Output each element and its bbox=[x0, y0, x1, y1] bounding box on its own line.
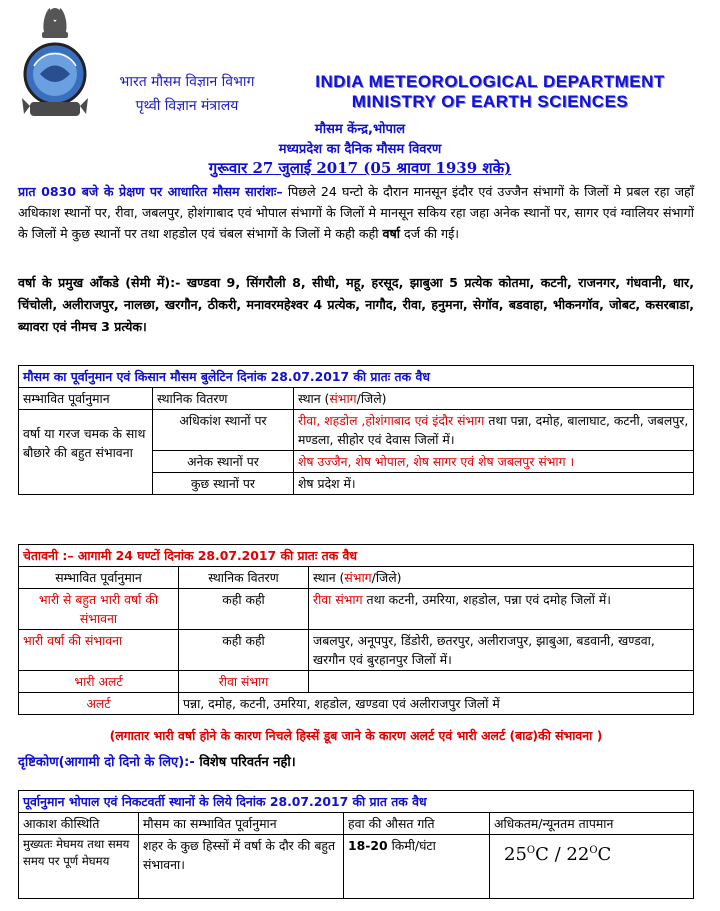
bhopal-col-weather: मौसम का सम्भावित पूर्वानुमान bbox=[139, 813, 344, 835]
warning-col-forecast: सम्भावित पूर्वानुमान bbox=[19, 567, 179, 589]
warning-col-place bbox=[309, 567, 694, 589]
forecast-main-text: वर्षा या गरज चमक के साथ बौछारे की बहुत संभावना bbox=[19, 410, 153, 495]
org-name-english-line2: MINISTRY OF EARTH SCIENCES bbox=[351, 92, 629, 111]
outlook bbox=[18, 752, 694, 770]
warning-row-dist: पन्ना, दमोह, कटनी, उमरिया, शहडोल, खण्डवा एवं अलीराजपुर जिलों में bbox=[179, 693, 694, 715]
flood-note: (लगातार भारी वर्षा होने के कारण निचले हिस्सें डूब जाने के कारण अलर्ट एवं भारी अलर्ट (बाढ)की संभावना ) bbox=[109, 728, 603, 743]
col-place-a: स्थान ( bbox=[313, 570, 345, 585]
report-date: गुरूवार 27 जुलाई 2017 (05 श्रावण 1939 शके) bbox=[208, 159, 512, 177]
wind-value: 18-20 bbox=[348, 838, 388, 853]
org-name-english bbox=[290, 72, 690, 112]
col-place-b: /जिले) bbox=[371, 570, 402, 585]
warning-col-distribution: स्थानिक वितरण bbox=[179, 567, 309, 589]
summary-text-b: दर्ज की गई। bbox=[400, 226, 460, 241]
temp-min-value: 22 bbox=[566, 844, 590, 865]
forecast-row-dist: अनेक स्थानों पर bbox=[153, 451, 294, 473]
centre-title: मौसम केंन्द्र,भोपाल bbox=[314, 122, 406, 137]
degree-sign: O bbox=[526, 845, 536, 856]
temp-unit: C bbox=[597, 844, 612, 865]
temp-max-value: 25 bbox=[504, 844, 527, 865]
forecast-row-dist: अधिकांश स्थानों पर bbox=[153, 410, 294, 451]
weather-summary bbox=[18, 181, 694, 244]
warning-table bbox=[18, 544, 694, 715]
warning-row-dist: कही कही bbox=[179, 589, 309, 630]
temp-max bbox=[504, 844, 549, 865]
forecast-table bbox=[18, 365, 694, 495]
header bbox=[0, 0, 720, 120]
forecast-row-place bbox=[294, 451, 694, 473]
warning-row-dist: कही कही bbox=[179, 630, 309, 671]
report-title: मध्यप्रदेश का दैनिक मौसम विवरण bbox=[278, 142, 442, 157]
bhopal-col-temp: अधिकतम/न्यूनतम तापमान bbox=[490, 813, 694, 835]
warning-table-title: चेतावनी :– आगामी 24 घण्टों दिनांक 28.07.2017 की प्रातः तक वैध bbox=[19, 545, 694, 567]
bhopal-wind bbox=[344, 835, 490, 899]
national-emblem-icon bbox=[20, 2, 90, 128]
forecast-row-place bbox=[294, 410, 694, 451]
warning-row-forecast: अलर्ट bbox=[19, 693, 179, 715]
bhopal-col-wind: हवा की औसत गति bbox=[344, 813, 490, 835]
bhopal-col-sky: आकाश कीस्थिति bbox=[19, 813, 139, 835]
bhopal-sky: मुख्यतः मेघमय तथा समय समय पर पूर्ण मेघमय bbox=[19, 835, 139, 899]
degree-sign: O bbox=[589, 845, 598, 856]
place-text: जबलपुर, अनूपपुर, डिंडोरी, छतरपुर, अलीराजपुर, झाबुआ, बडवानी, खण्डवा, खरगौन एवं बुरहानपुर जिलों में। bbox=[313, 633, 655, 667]
bhopal-table-title: पूर्वानुमान भोपाल एवं निकटवर्ती स्थानों के लिये दिनांक 28.07.2017 की प्रात तक वैध bbox=[19, 791, 694, 813]
warning-row-dist: रीवा संभाग bbox=[179, 671, 309, 693]
bhopal-forecast-table bbox=[18, 790, 694, 899]
temp-unit: C bbox=[535, 844, 549, 865]
summary-lead: प्रात 0830 बजे के प्रेक्षण पर आधारित मौसम सारांशः– bbox=[18, 184, 283, 199]
warning-row-place bbox=[309, 671, 694, 693]
org-name-hindi bbox=[97, 70, 277, 118]
warning-row-forecast: भारी अलर्ट bbox=[19, 671, 179, 693]
warning-row-place bbox=[309, 589, 694, 630]
summary-text-a: पिछले 24 घन्टो के दौरान मानसून इंदौर एवं उज्जैन संभागों के जिलों मे प्रबल रहा जहॉं अधिकाश स्थानों पर, रीवा, जबलपुर, होशंगाबाद एवं भोपाल संभागों के जिलों मे मानसून सकिय रहा जहा अनेक स्थानों पर, सागर एवं ग्वालियर संभागों के जिलों मे कुछ स्थानों पर तथा शहडोल एवं चंबल संभागों के जिलों मे कही कही bbox=[18, 184, 694, 241]
bhopal-weather: शहर के कुछ हिस्सों में वर्षा के दौर की बहुत संभावना। bbox=[139, 835, 344, 899]
col-place-red: संभाग bbox=[329, 391, 357, 406]
warning-row-place bbox=[309, 630, 694, 671]
temp-separator: / bbox=[548, 844, 567, 865]
org-name-hindi-line2: पृथ्वी विज्ञान मंत्रालय bbox=[135, 98, 239, 114]
rainfall-figures: वर्षा के प्रमुख ऑंकडे (सेमी में):- खण्डवा 9, सिंगरौली 8, सीधी, महू, हरसूद, झाबुआ 5 प्रत्येक कोतमा, कटनी, राजनगर, गंधवानी, धार, चिंचोली, अलीराजपुर, नालछा, खरगौन, ठीकरी, मनावरमहेश्वर 4 प्रत्येक, नागौद, रीवा, हनुमना, सेगॉव, बडवाहा, भीकनगॉव, जोबट, कसरबाडा, ब्यावरा एवं नीमच 3 प्रत्येक। bbox=[18, 275, 694, 334]
place-red: शेष उज्जैन, शेष भोपाल, शेष सागर एवं शेष जबलपुर संभाग । bbox=[298, 454, 575, 469]
place-text: तथा कटनी, उमरिया, शहडोल, पन्ना एवं दमोह जिलों में। bbox=[362, 592, 611, 607]
bhopal-temperature bbox=[490, 835, 694, 899]
col-place-a: स्थान ( bbox=[298, 391, 330, 406]
forecast-col-distribution: स्थानिक वितरण bbox=[153, 388, 294, 410]
forecast-table-title: मौसम का पूर्वानुमान एवं किसान मौसम बुलेटिन दिनांक 28.07.2017 की प्रातः तक वैध bbox=[19, 366, 694, 388]
forecast-row-place bbox=[294, 473, 694, 495]
col-place-b: /जिले) bbox=[356, 391, 387, 406]
org-name-english-line1: INDIA METEOROLOGICAL DEPARTMENT bbox=[315, 72, 665, 91]
place-red: रीवा संभाग bbox=[313, 592, 363, 607]
forecast-row-dist: कुछ स्थानों पर bbox=[153, 473, 294, 495]
wind-unit: किमी/घंटा bbox=[387, 838, 436, 853]
outlook-label: दृष्टिकोण(आगामी दो दिनो के लिए):- bbox=[18, 755, 195, 770]
forecast-col-forecast: सम्भावित पूर्वानुमान bbox=[19, 388, 153, 410]
forecast-col-place bbox=[294, 388, 694, 410]
warning-row-forecast: भारी से बहुत भारी वर्षा की संभावना bbox=[19, 589, 179, 630]
place-red: रीवा, शहडोल ,होशंगाबाद एवं इंदौर संभाग bbox=[298, 413, 485, 428]
summary-bold-word: वर्षा bbox=[382, 226, 401, 241]
org-name-hindi-line1: भारत मौसम विज्ञान विभाग bbox=[119, 74, 255, 90]
place-text: शेष प्रदेश में। bbox=[298, 476, 356, 491]
place-text: तथा पन्ना, दमोह, बालाघाट, कटनी, जबलपुर, मण्डला, सीहोर एवं देवास जिलों में। bbox=[298, 413, 689, 447]
warning-row-forecast: भारी वर्षा की संभावना bbox=[19, 630, 179, 671]
col-place-red: संभाग bbox=[344, 570, 372, 585]
outlook-text: विशेष परिवर्तन नही। bbox=[194, 755, 296, 770]
temp-min bbox=[566, 844, 611, 865]
